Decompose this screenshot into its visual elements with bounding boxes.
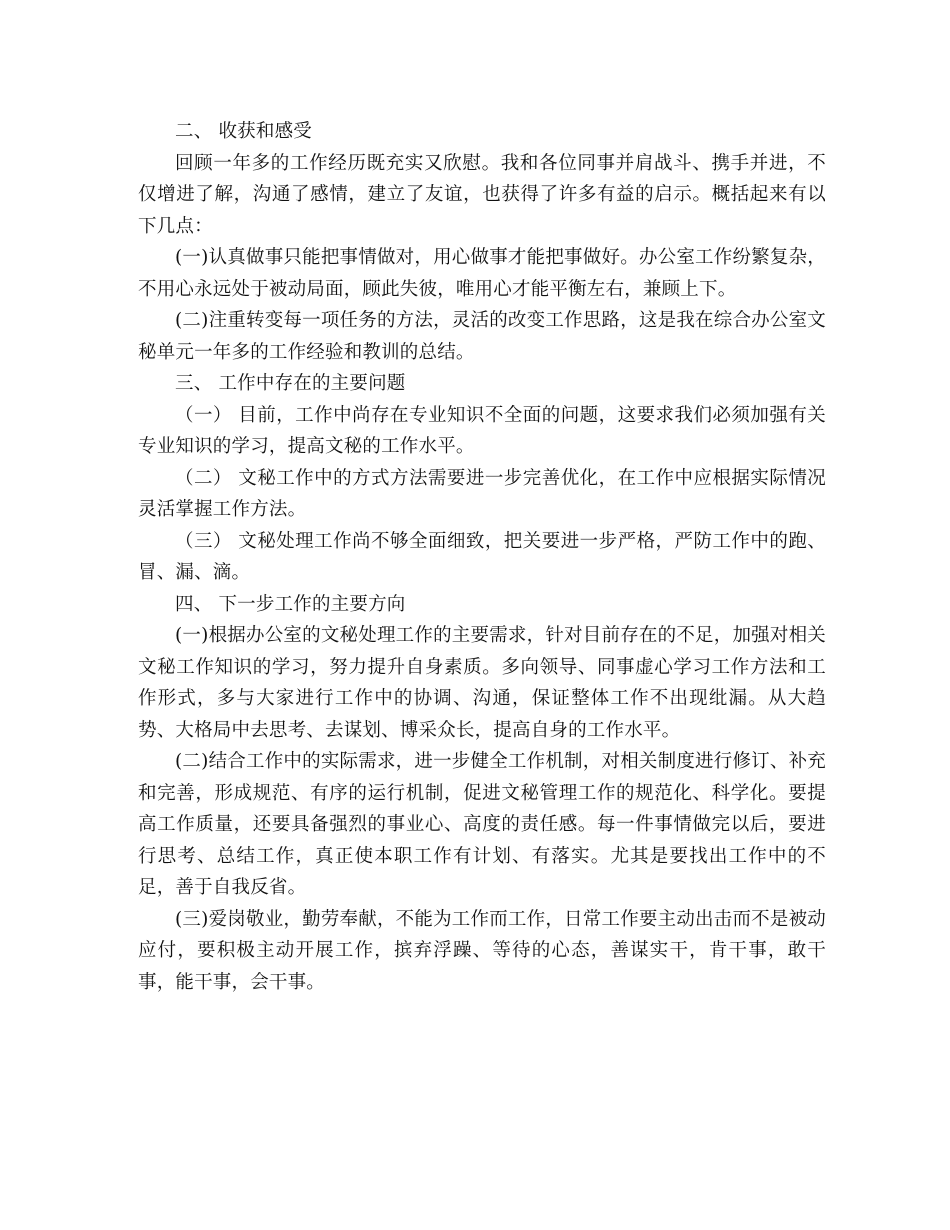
paragraph: (三)爱岗敬业，勤劳奉献，不能为工作而工作，日常工作要主动出击而不是被动应付，要积极主动开展工作，摈弃浮躁、等待的心态，善谋实干，肯干事，敢干事，能干事，会干事。 [138, 908, 826, 993]
section-heading-2: 二、 收获和感受 [175, 121, 312, 142]
paragraph: (二)结合工作中的实际需求，进一步健全工作机制，对相关制度进行修订、补充和完善，形成规范、有序的运行机制，促进文秘管理工作的规范化、科学化。要提高工作质量，还要具备强烈的事业心、高度的责任感。每一件事情做完以后，要进行思考、总结工作，真正使本职工作有计划、有落实。尤其是要找出工作中的不足，善于自我反省。 [138, 751, 826, 898]
document-body [138, 116, 826, 998]
section-heading-4: 四、 下一步工作的主要方向 [175, 593, 406, 615]
paragraph: （一） 目前，工作中尚存在专业知识不全面的问题，这要求我们必须加强有关专业知识的学习，提高文秘的工作水平。 [138, 404, 826, 457]
paragraph: 回顾一年多的工作经历既充实又欣慰。我和各位同事并肩战斗、携手并进，不仅增进了解，沟通了感情，建立了友谊，也获得了许多有益的启示。概括起来有以下几点： [138, 152, 826, 237]
paragraph: （二） 文秘工作中的方式方法需要进一步完善优化，在工作中应根据实际情况灵活掌握工作方法。 [138, 467, 826, 520]
paragraph: (一)根据办公室的文秘处理工作的主要需求，针对目前存在的不足，加强对相关文秘工作知识的学习，努力提升自身素质。多向领导、同事虚心学习工作方法和工作形式，多与大家进行工作中的协调、沟通，保证整体工作不出现纰漏。从大趋势、大格局中去思考、去谋划、博采众长，提高自身的工作水平。 [138, 625, 826, 741]
paragraph: （三） 文秘处理工作尚不够全面细致，把关要进一步严格，严防工作中的跑、冒、漏、滴。 [138, 530, 826, 583]
section-heading-3: 三、 工作中存在的主要问题 [175, 373, 406, 394]
paragraph: (一)认真做事只能把事情做对，用心做事才能把事做好。办公室工作纷繁复杂，不用心永远处于被动局面，顾此失彼，唯用心才能平衡左右，兼顾上下。 [138, 247, 826, 300]
paragraph: (二)注重转变每一项任务的方法，灵活的改变工作思路，这是我在综合办公室文秘单元一年多的工作经验和教训的总结。 [138, 310, 826, 363]
